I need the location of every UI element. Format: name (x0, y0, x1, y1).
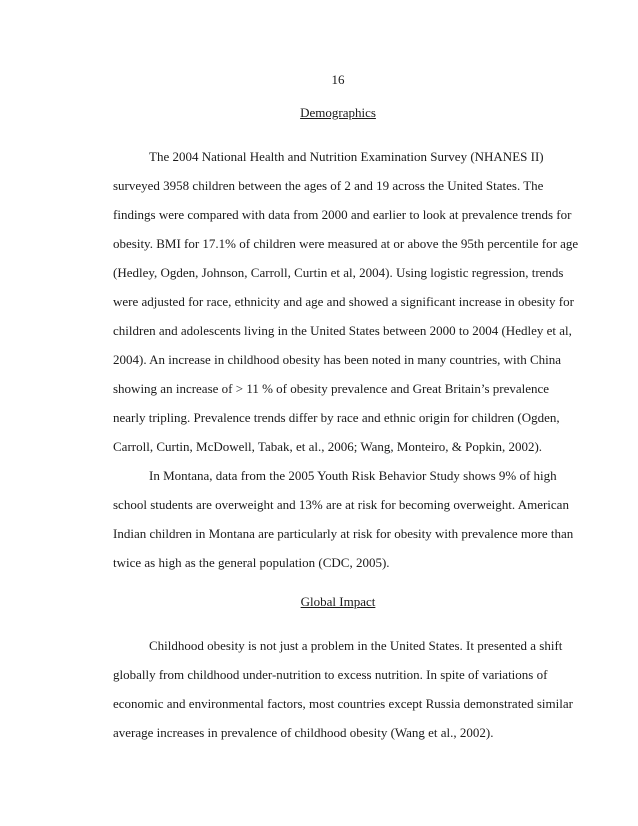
paragraph-line: showing an increase of > 11 % of obesity prevalence and Great Britain’s prevalence (113, 381, 550, 396)
paragraph-line: 2004). An increase in childhood obesity has been noted in many countries, with China (113, 352, 562, 367)
page-number: 16 (331, 72, 345, 87)
section-heading-demographics: Demographics (300, 105, 376, 120)
paragraph-line: twice as high as the general population (CDC, 2005). (113, 555, 390, 570)
paragraph-line: (Hedley, Ogden, Johnson, Carroll, Curtin et al, 2004). Using logistic regression, trends (113, 265, 564, 280)
paragraph-line: average increases in prevalence of childhood obesity (Wang et al., 2002). (113, 725, 494, 740)
paragraph-line: children and adolescents living in the United States between 2000 to 2004 (Hedley et al, (113, 323, 572, 338)
paragraph-line: economic and environmental factors, most countries except Russia demonstrated similar (113, 696, 573, 711)
paragraph-line: nearly tripling. Prevalence trends differ by race and ethnic origin for children (Ogden, (113, 410, 560, 425)
paragraph-line: Indian children in Montana are particularly at risk for obesity with prevalence more than (113, 526, 574, 541)
section-heading-global-impact: Global Impact (300, 594, 376, 609)
paragraph-line: Carroll, Curtin, McDowell, Tabak, et al., 2006; Wang, Monteiro, & Popkin, 2002). (113, 439, 543, 454)
paragraph-line: The 2004 National Health and Nutrition Examination Survey (NHANES II) (149, 149, 544, 164)
paragraph-line: globally from childhood under-nutrition to excess nutrition. In spite of variations of (113, 667, 548, 682)
paragraph-line: school students are overweight and 13% are at risk for becoming overweight. American (113, 497, 569, 512)
paragraph-line: findings were compared with data from 2000 and earlier to look at prevalence trends for (113, 207, 572, 222)
paragraph-line: surveyed 3958 children between the ages of 2 and 19 across the United States. The (113, 178, 544, 193)
paragraph-line: In Montana, data from the 2005 Youth Risk Behavior Study shows 9% of high (149, 468, 557, 483)
paragraph-line: were adjusted for race, ethnicity and age and showed a significant increase in obesity for (113, 294, 574, 309)
paragraph-line: obesity. BMI for 17.1% of children were measured at or above the 95th percentile for age (113, 236, 579, 251)
paragraph-line: Childhood obesity is not just a problem in the United States. It presented a shift (149, 638, 563, 653)
